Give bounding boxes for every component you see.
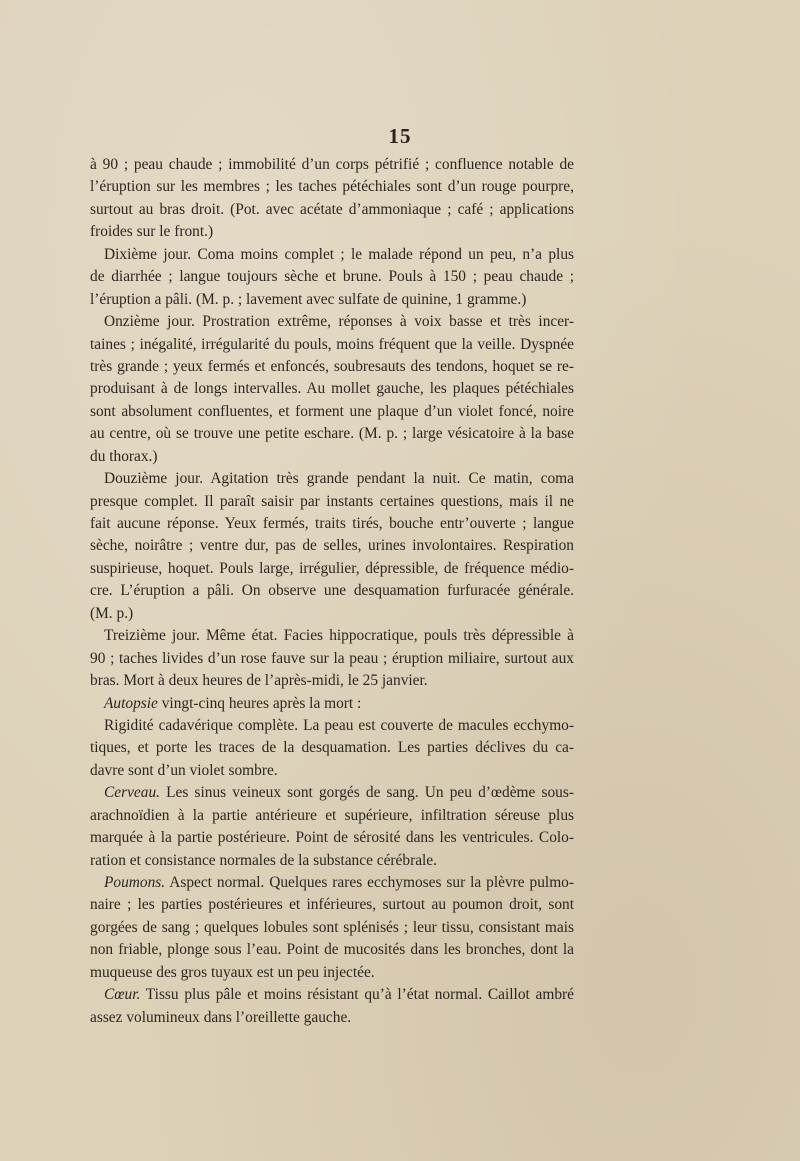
text-line (90, 782, 574, 804)
text-line: (M. p.) (90, 604, 134, 622)
text-line: tiques, et porte les traces de la desquamation. Les parties déclives du ca- (90, 739, 574, 757)
text-line (90, 872, 574, 894)
text-line: marquée à la partie postérieure. Point de sérosité dans les ventricules. Colo- (90, 829, 574, 847)
text-line: à 90 ; peau chaude ; immobilité d’un corps pétrifié ; confluence notable de (90, 156, 574, 173)
text-line: non friable, plonge sous l’eau. Point de mucosités dans les bronches, dont la (90, 941, 574, 959)
text-line: cre. L’éruption a pâli. On observe une desquamation furfuracée générale. (90, 582, 574, 600)
text-line: de diarrhée ; langue toujours sèche et brune. Pouls à 150 ; peau chaude ; (90, 268, 574, 286)
line-text: Tissu plus pâle et moins résistant qu’à l’état normal. Caillot ambré (140, 986, 574, 1004)
text-line: Onzième jour. Prostration extrême, réponses à voix basse et très incer- (104, 313, 574, 331)
text-line: sont absolument confluentes, et forment une plaque d’un violet foncé, noire (90, 402, 574, 420)
text-line: surtout au bras droit. (Pot. avec acétate d’ammoniaque ; café ; applications (90, 200, 574, 218)
text-line: naire ; les parties postérieures et inférieures, surtout au poumon droit, sont (90, 896, 574, 914)
text-line: Treizième jour. Même état. Facies hippocratique, pouls très dépressible à (104, 627, 574, 645)
text-line: froides sur le front.) (90, 223, 214, 241)
text-line: suspirieuse, hoquet. Pouls large, irrégulier, dépressible, de fréquence médio- (90, 559, 574, 577)
text-line: sèche, noirâtre ; ventre dur, pas de selles, urines involontaires. Respiration (90, 537, 574, 555)
text-line: produisant à de longs intervalles. Au mollet gauche, les plaques pétéchiales (90, 380, 574, 398)
text-line: l’éruption sur les membres ; les taches pétéchiales sont d’un rouge pourpre, (90, 178, 574, 196)
line-text: vingt-cinq heures après la mort : (157, 694, 362, 712)
text-line: très grande ; yeux fermés et enfoncés, soubresauts des tendons, hoquet se re- (90, 357, 574, 375)
text-line: Dixième jour. Coma moins complet ; le malade répond un peu, n’a plus (104, 245, 574, 263)
text-line: davre sont d’un violet sombre. (90, 761, 278, 779)
text-line (90, 984, 574, 1006)
text-line: taines ; inégalité, irrégularité du pouls, moins fréquent que la veille. Dyspnée (90, 335, 574, 353)
body-text (90, 154, 574, 1029)
text-line (90, 693, 574, 715)
text-line: Douzième jour. Agitation très grande pendant la nuit. Ce matin, coma (104, 470, 574, 488)
text-line: muqueuse des gros tuyaux est un peu injectée. (90, 963, 375, 981)
line-text: Aspect normal. Quelques rares ecchymoses sur la plèvre pulmo- (165, 874, 574, 891)
page-number: 15 (388, 124, 412, 148)
text-line: fait aucune réponse. Yeux fermés, traits tirés, bouche entr’ouverte ; langue (90, 515, 574, 532)
text-line: gorgées de sang ; quelques lobules sont splénisés ; leur tissu, consistant mais (90, 918, 574, 936)
text-line: ration et consistance normales de la substance cérébrale. (90, 851, 437, 869)
text-line: l’éruption a pâli. (M. p. ; lavement avec sulfate de quinine, 1 gramme.) (90, 290, 527, 308)
text-line: du thorax.) (90, 447, 158, 465)
text-line: Rigidité cadavérique complète. La peau est couverte de macules ecchymo- (104, 716, 574, 734)
line-text: Les sinus veineux sont gorgés de sang. Un peu d’œdème sous- (160, 784, 574, 802)
section-heading: Poumons. (104, 874, 166, 891)
section-heading: Autopsie (104, 694, 158, 712)
text-line: presque complet. Il paraît saisir par instants certaines questions, mais il ne (90, 492, 574, 510)
section-heading: Cœur. (104, 986, 141, 1004)
text-line: bras. Mort à deux heures de l’après-midi, le 25 janvier. (90, 672, 428, 690)
text-line: 90 ; taches livides d’un rose fauve sur la peau ; éruption miliaire, surtout aux (90, 649, 574, 667)
section-heading: Cerveau. (104, 784, 160, 802)
text-line: au centre, où se trouve une petite eschare. (M. p. ; large vésicatoire à la base (90, 425, 574, 443)
text-line: assez volumineux dans l’oreillette gauche. (90, 1008, 352, 1026)
text-line: arachnoïdien à la partie antérieure et supérieure, infiltration séreuse plus (90, 806, 574, 824)
